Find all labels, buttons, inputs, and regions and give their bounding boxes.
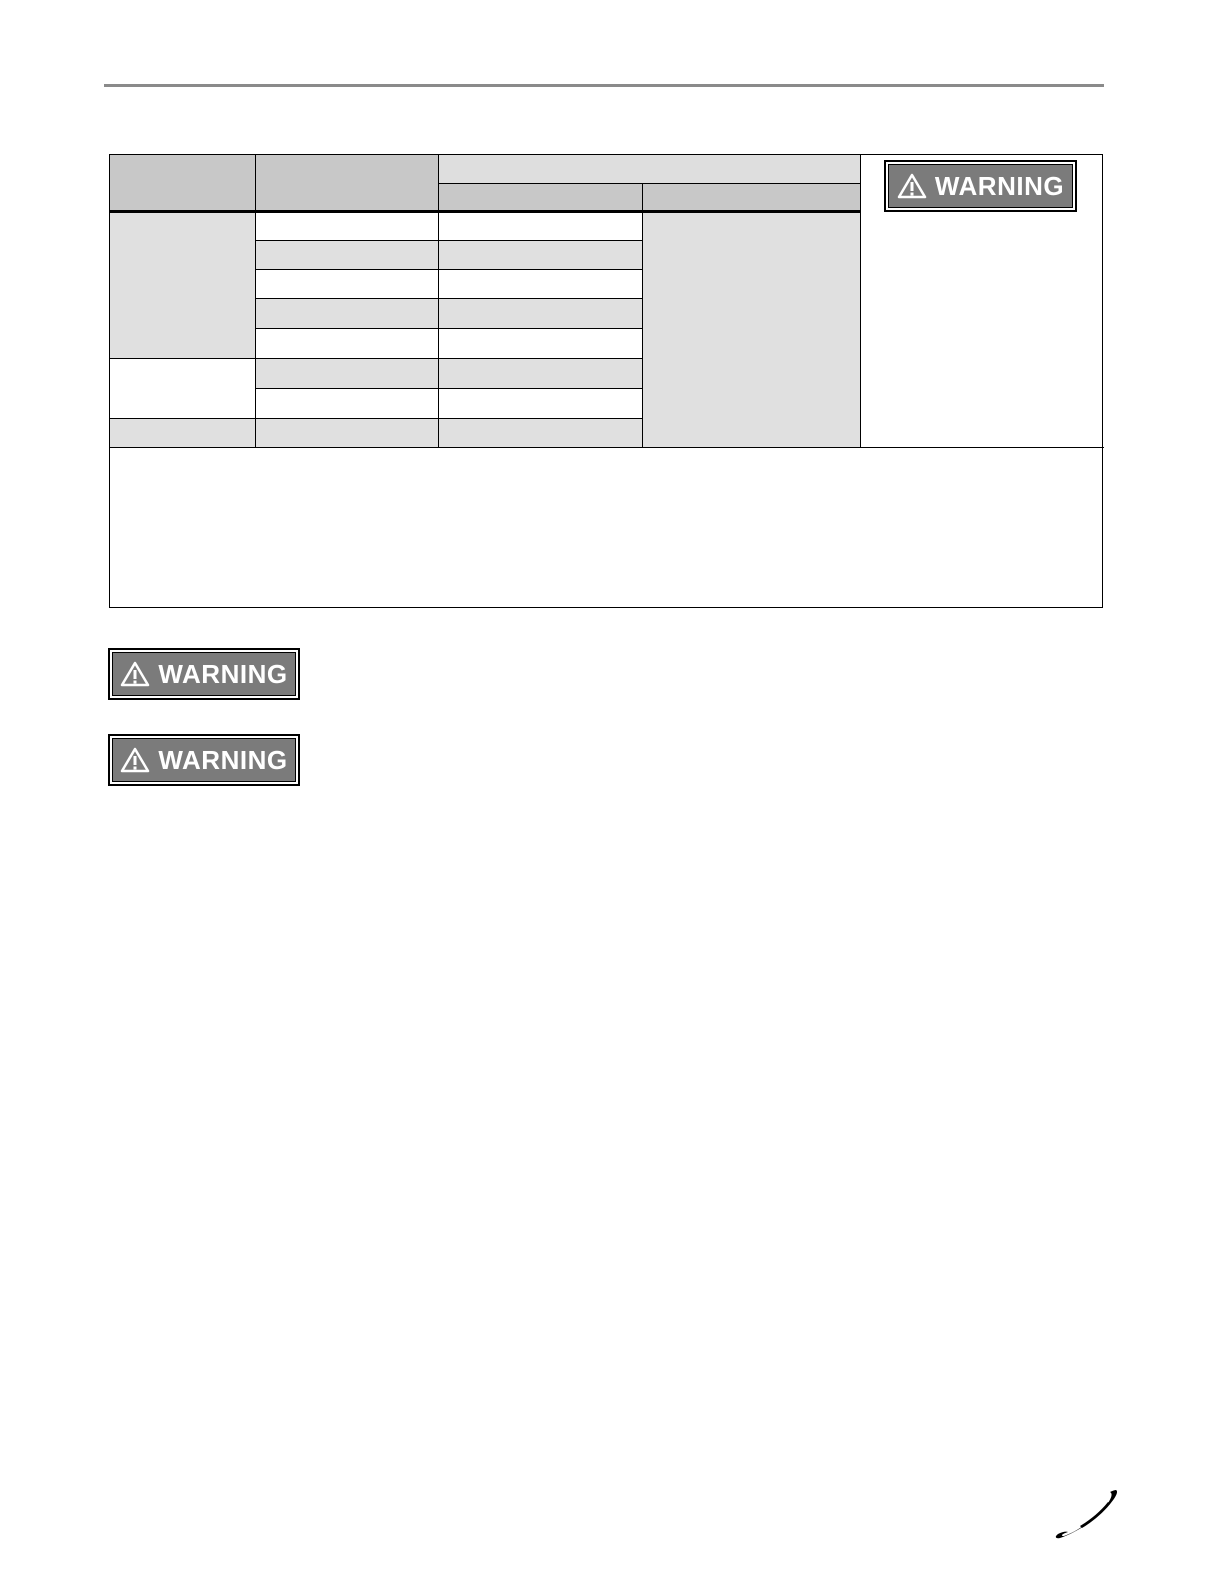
header-cell-sub2 (642, 184, 861, 211)
warning-label: WARNING (158, 745, 288, 775)
page-header-rule (104, 84, 1104, 87)
warning-notice-1 (108, 648, 300, 700)
table-row (255, 211, 642, 241)
group-cell-b (110, 359, 255, 419)
warning-label: WARNING (934, 171, 1065, 201)
header-cell-col1 (110, 155, 255, 211)
warning-label: WARNING (158, 659, 288, 689)
group-cell-c (110, 419, 255, 448)
warning-triangle-icon (897, 173, 927, 199)
table-row (255, 270, 642, 299)
table-row (255, 241, 642, 270)
warning-triangle-icon (120, 661, 150, 687)
warning-triangle-icon (120, 747, 150, 773)
header-cell-group (438, 155, 861, 184)
swoosh-logo-icon (1050, 1486, 1122, 1551)
merged-value-cell (642, 211, 861, 448)
table-row (255, 329, 642, 359)
table-warning-badge (884, 160, 1077, 212)
warning-notice-2 (108, 734, 300, 786)
table-row (255, 419, 642, 448)
group-cell-a (110, 211, 255, 359)
spec-table (109, 154, 1103, 608)
table-row (255, 389, 642, 419)
table-row (255, 299, 642, 329)
header-cell-col2 (255, 155, 438, 211)
header-cell-sub1 (438, 184, 642, 211)
table-row (255, 359, 642, 389)
notes-area (110, 448, 1102, 607)
